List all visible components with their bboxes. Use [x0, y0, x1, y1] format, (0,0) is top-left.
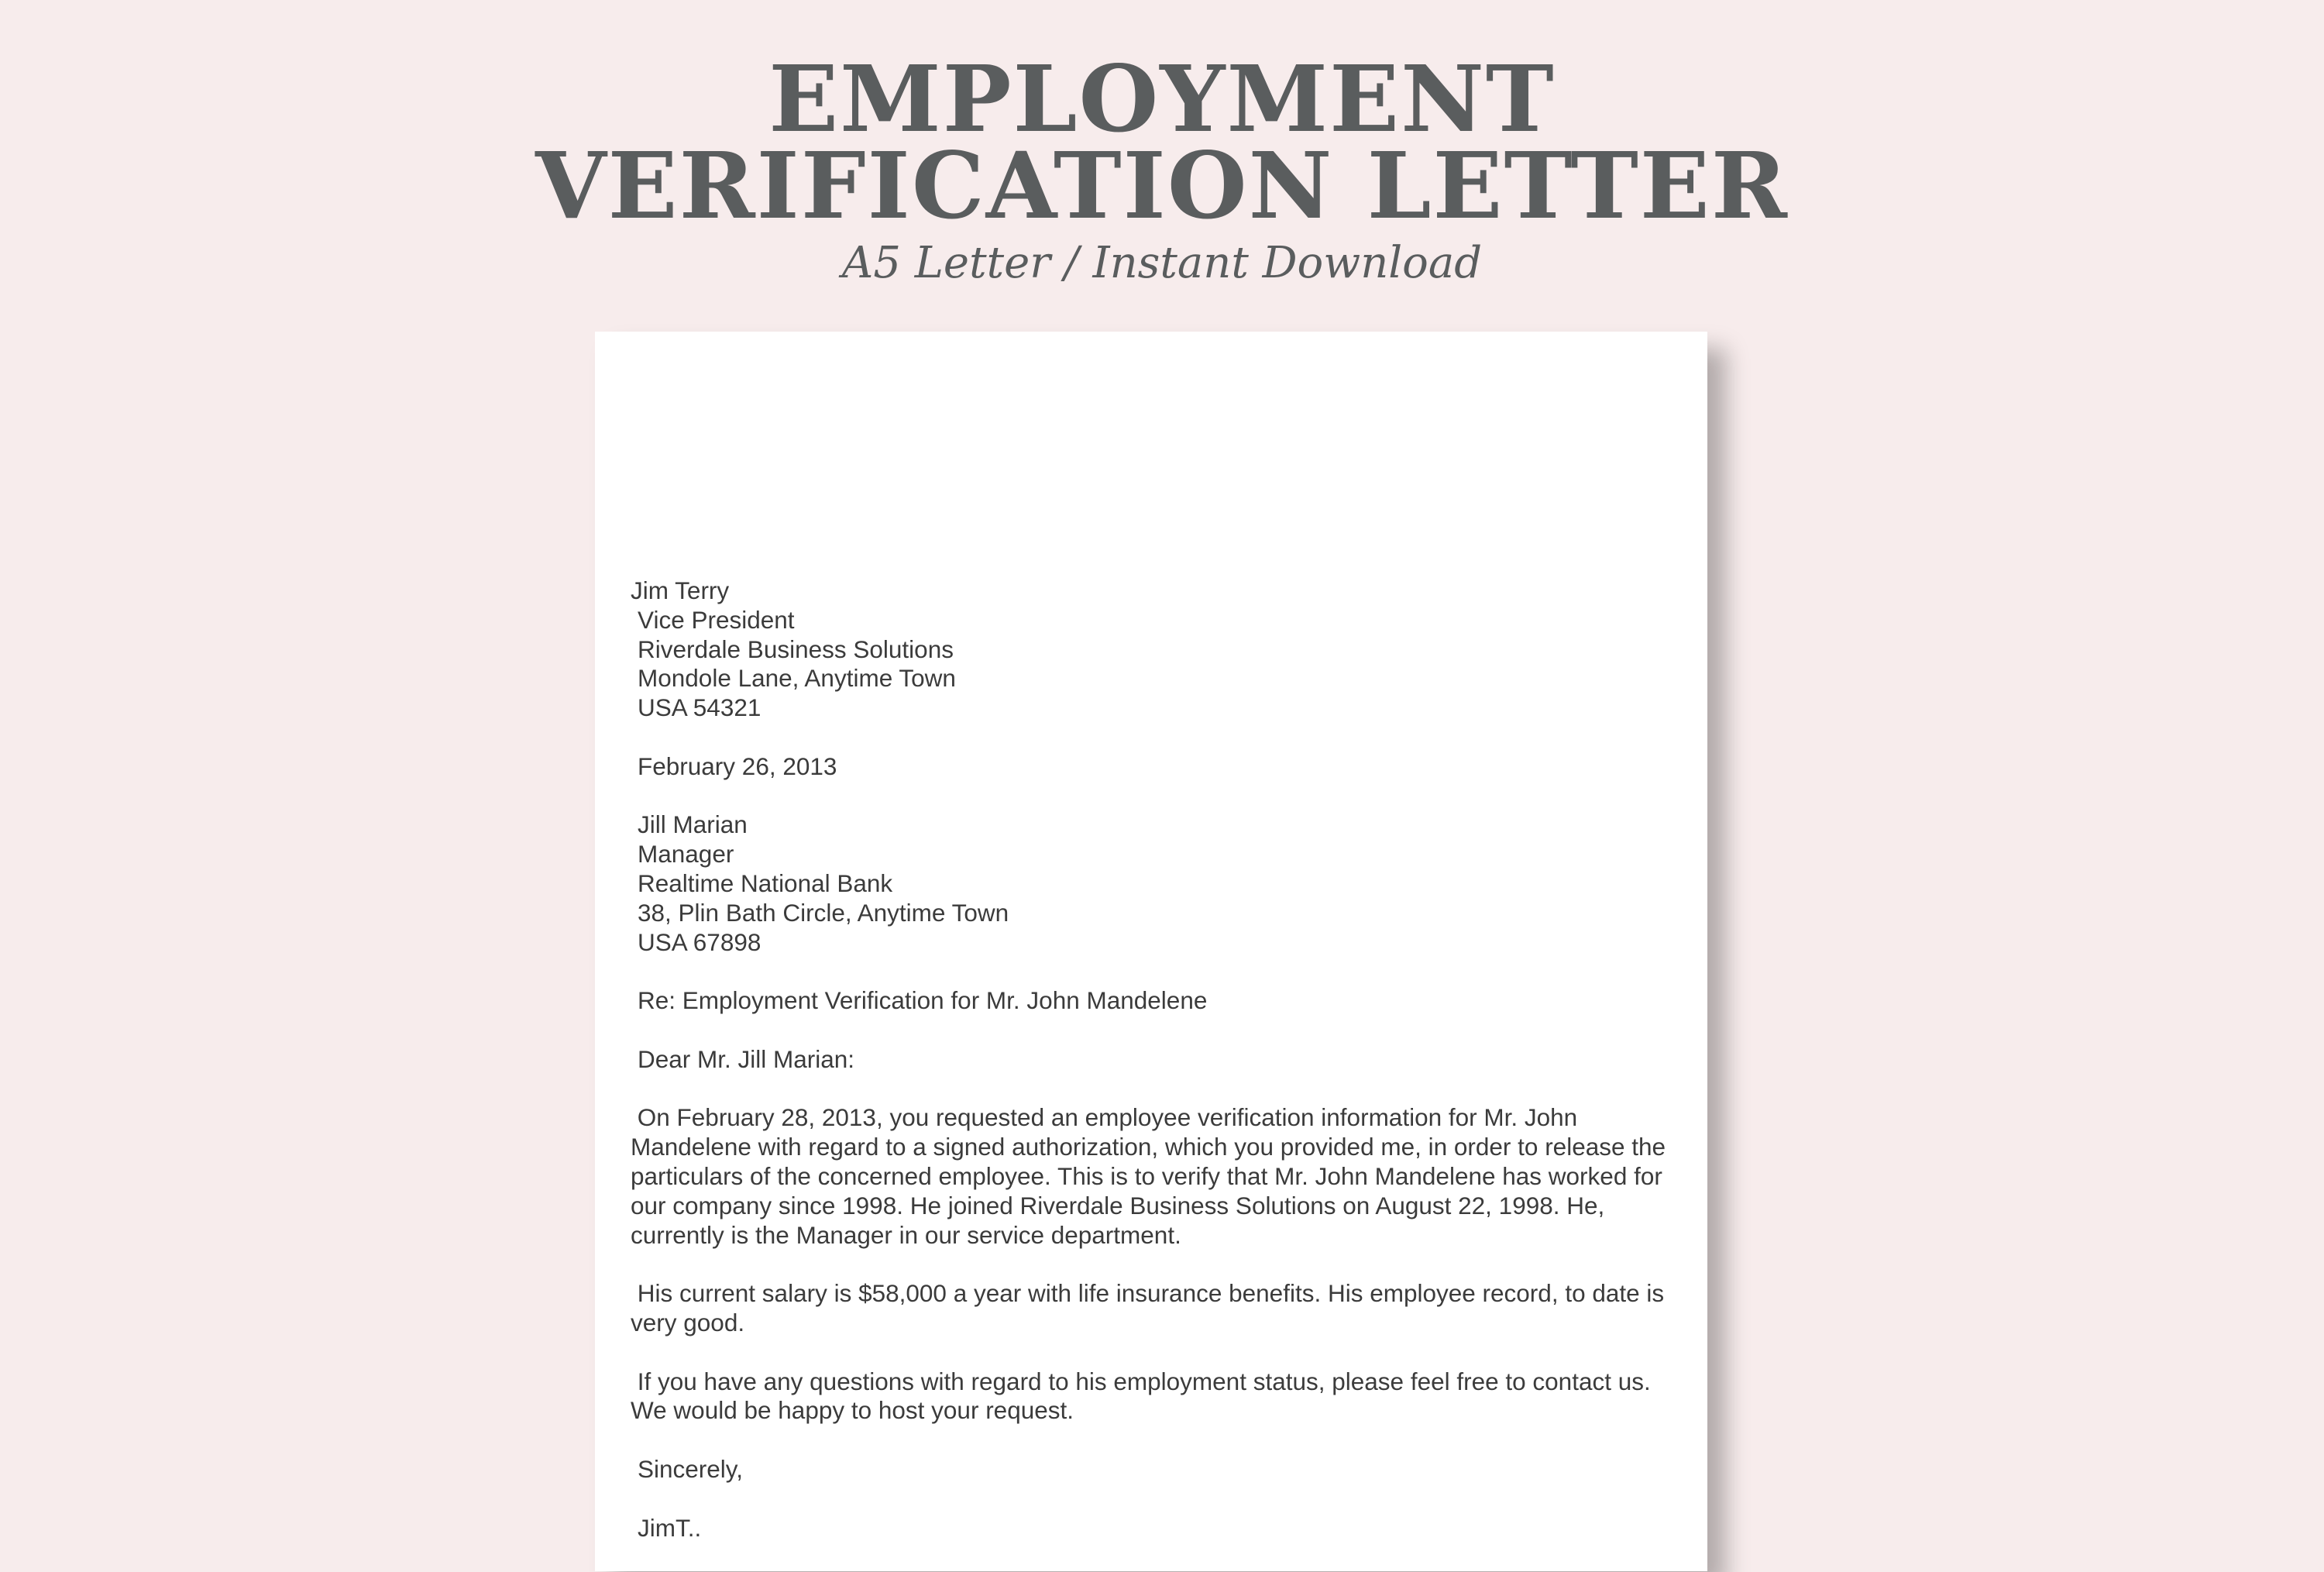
closing-block: [631, 1455, 1684, 1484]
subject-block: [631, 986, 1684, 1016]
paragraph-3-text: If you have any questions with regard to his employment status, please feel free to contact us. We would be happy to host your request.: [631, 1367, 1651, 1425]
recipient-country-zip: USA 67898: [638, 927, 761, 956]
page-subtitle: A5 Letter / Instant Download: [841, 238, 1483, 288]
paragraph-2-text: His current salary is $58,000 a year with life insurance benefits. His employee record, to date is very good.: [631, 1279, 1665, 1336]
sender-address: Mondole Lane, Anytime Town: [638, 664, 956, 693]
paragraph-1-text: On February 28, 2013, you requested an employee verification information for Mr. John Mandelene with regard to a signed authorization, which you provided me, in order to release the particulars of the concerned employee. This is to verify that Mr. John Mandelene has worked for our company since 1998. He joined Riverdale Business Solutions on August 22, 1998. He, currently is the Manager in our service department.: [631, 1103, 1666, 1249]
date-block: [631, 752, 1684, 782]
page-title-line-1: EMPLOYMENT: [768, 45, 1556, 153]
signature-block: [631, 1514, 1684, 1543]
sender-name: Jim Terry: [631, 576, 730, 604]
recipient-company: Realtime National Bank: [638, 869, 893, 897]
paragraph-3: [631, 1367, 1684, 1426]
letter-subject: Re: Employment Verification for Mr. John Mandelene: [638, 986, 1208, 1015]
letter-signature: JimT..: [638, 1513, 702, 1542]
sender-company: Riverdale Business Solutions: [638, 635, 954, 663]
letter-date: February 26, 2013: [638, 752, 837, 780]
letter-salutation: Dear Mr. Jill Marian:: [638, 1044, 855, 1073]
paragraph-2: [631, 1279, 1684, 1338]
letter-paper: [595, 332, 1707, 1571]
sender-title: Vice President: [638, 605, 795, 634]
recipient-address: 38, Plin Bath Circle, Anytime Town: [638, 898, 1009, 927]
recipient-block: [631, 810, 1684, 957]
salutation-block: [631, 1045, 1684, 1075]
sender-block: [631, 576, 1684, 723]
sender-country-zip: USA 54321: [638, 693, 761, 722]
recipient-name: Jill Marian: [638, 810, 748, 839]
page-title-line-2: VERIFICATION LETTER: [535, 132, 1789, 239]
paragraph-1: [631, 1103, 1684, 1250]
letter-closing: Sincerely,: [638, 1454, 743, 1483]
letter-body: [631, 576, 1684, 1572]
recipient-title: Manager: [638, 840, 734, 869]
